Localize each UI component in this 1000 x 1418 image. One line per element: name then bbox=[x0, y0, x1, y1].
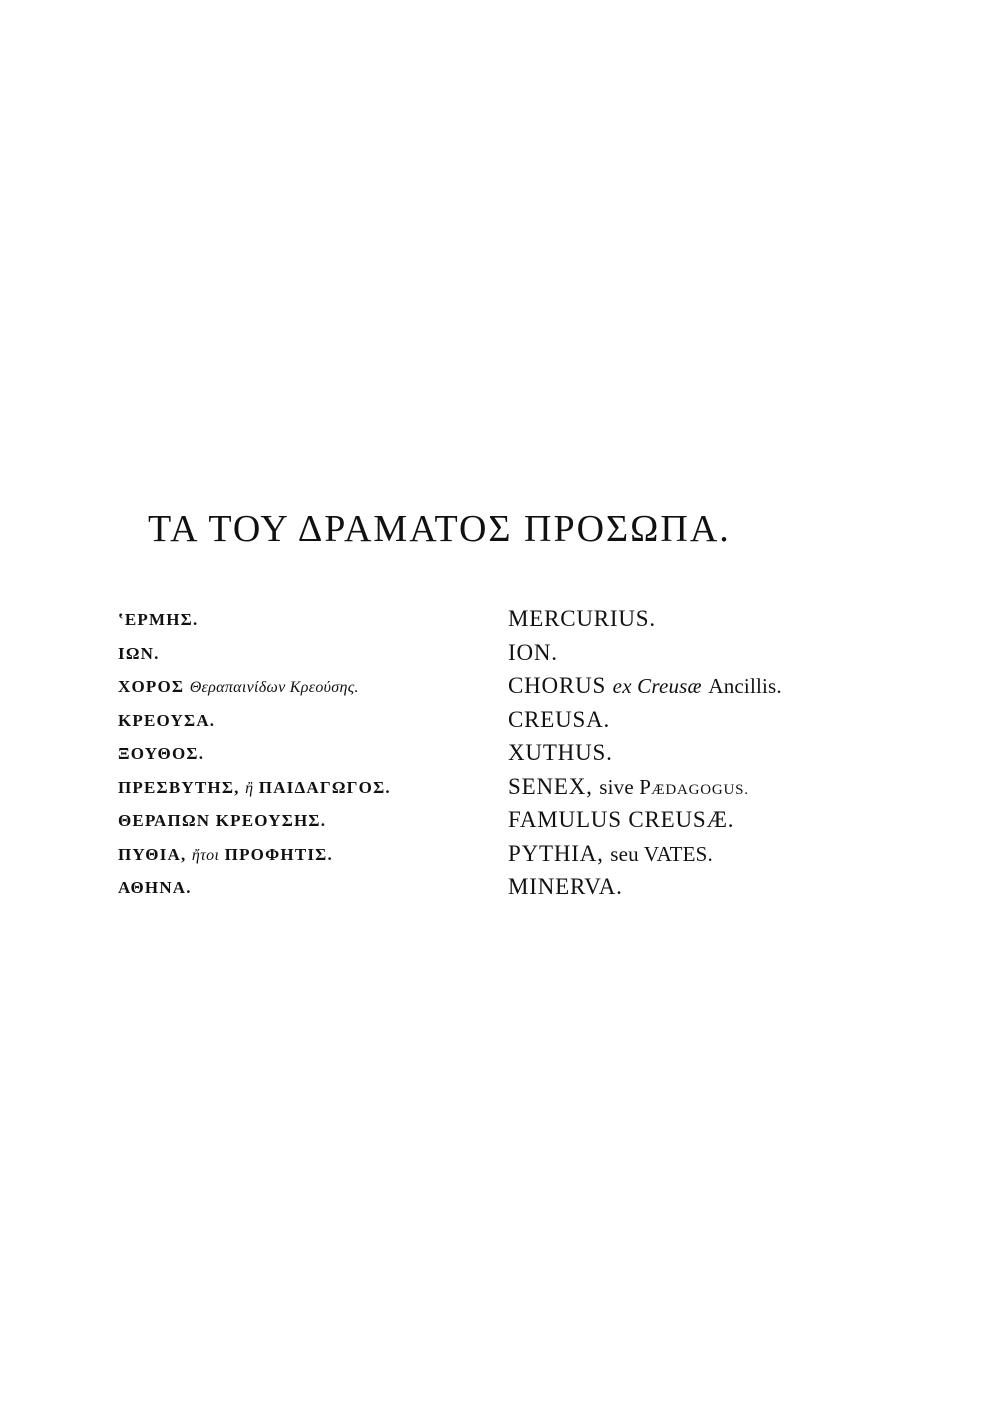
latin-name: ION. bbox=[508, 639, 558, 665]
latin-name-group bbox=[508, 673, 782, 699]
latin-name: MERCURIUS. bbox=[508, 606, 656, 631]
list-item bbox=[118, 841, 838, 875]
list-item bbox=[118, 640, 838, 674]
latin-name: MINERVA. bbox=[508, 874, 623, 899]
latin-name: SENEX, bbox=[508, 773, 593, 799]
greek-name-alt: ΠΑΙΔΑΓΩΓΟΣ. bbox=[258, 777, 391, 797]
latin-note: Ancillis. bbox=[708, 674, 782, 698]
greek-name: ΙΩΝ. bbox=[118, 643, 160, 663]
list-item bbox=[118, 606, 838, 640]
greek-name-alt: ΠΡΟΦΗΤΙΣ. bbox=[224, 844, 333, 864]
list-item bbox=[118, 707, 838, 741]
list-item bbox=[118, 807, 838, 841]
latin-small-caps: ÆDAGOGUS. bbox=[651, 781, 749, 798]
greek-name: ΘΕΡΑΠΩΝ ΚΡΕΟΥΣΗΣ. bbox=[118, 811, 327, 830]
latin-name-group bbox=[508, 841, 713, 867]
greek-name-group bbox=[118, 778, 391, 798]
latin-name: CREUSA. bbox=[508, 706, 611, 732]
latin-name: XUTHUS. bbox=[508, 740, 613, 765]
page-title: ΤΑ ΤΟΥ ΔΡΑΜΑΤΟΣ ΠΡΟΣΩΠΑ. bbox=[148, 508, 731, 550]
latin-name-group bbox=[508, 774, 749, 800]
latin-name: CHORUS bbox=[508, 673, 607, 698]
dramatis-personae-list bbox=[118, 606, 838, 908]
greek-name: ΑΘΗΝΑ. bbox=[118, 878, 192, 897]
greek-name: ΞΟΥΘΟΣ. bbox=[118, 744, 205, 763]
latin-note: sive P bbox=[599, 774, 652, 799]
greek-name: ΚΡΕΟΥΣΑ. bbox=[118, 710, 216, 730]
greek-name-group bbox=[118, 845, 333, 865]
list-item bbox=[118, 774, 838, 808]
greek-name: ΠΥΘΙΑ, bbox=[118, 844, 187, 864]
latin-italic-note: ex Creusæ bbox=[612, 674, 702, 698]
greek-name: ΠΡΕΣΒΥΤΗΣ, bbox=[118, 777, 240, 797]
greek-note: Θεραπαινίδων Κρεούσης. bbox=[189, 679, 359, 696]
greek-name-group bbox=[118, 677, 359, 697]
latin-name: PYTHIA, bbox=[508, 840, 604, 866]
greek-note: ἤτοι bbox=[191, 846, 220, 864]
latin-note: seu VATES. bbox=[610, 841, 713, 866]
list-item bbox=[118, 874, 838, 908]
list-item bbox=[118, 740, 838, 774]
greek-note: ἢ bbox=[245, 779, 254, 797]
greek-name: ʽΕΡΜΗΣ. bbox=[118, 610, 199, 629]
latin-name: FAMULUS CREUSÆ. bbox=[508, 807, 735, 832]
greek-name: ΧΟΡΟΣ bbox=[118, 677, 185, 696]
list-item bbox=[118, 673, 838, 707]
